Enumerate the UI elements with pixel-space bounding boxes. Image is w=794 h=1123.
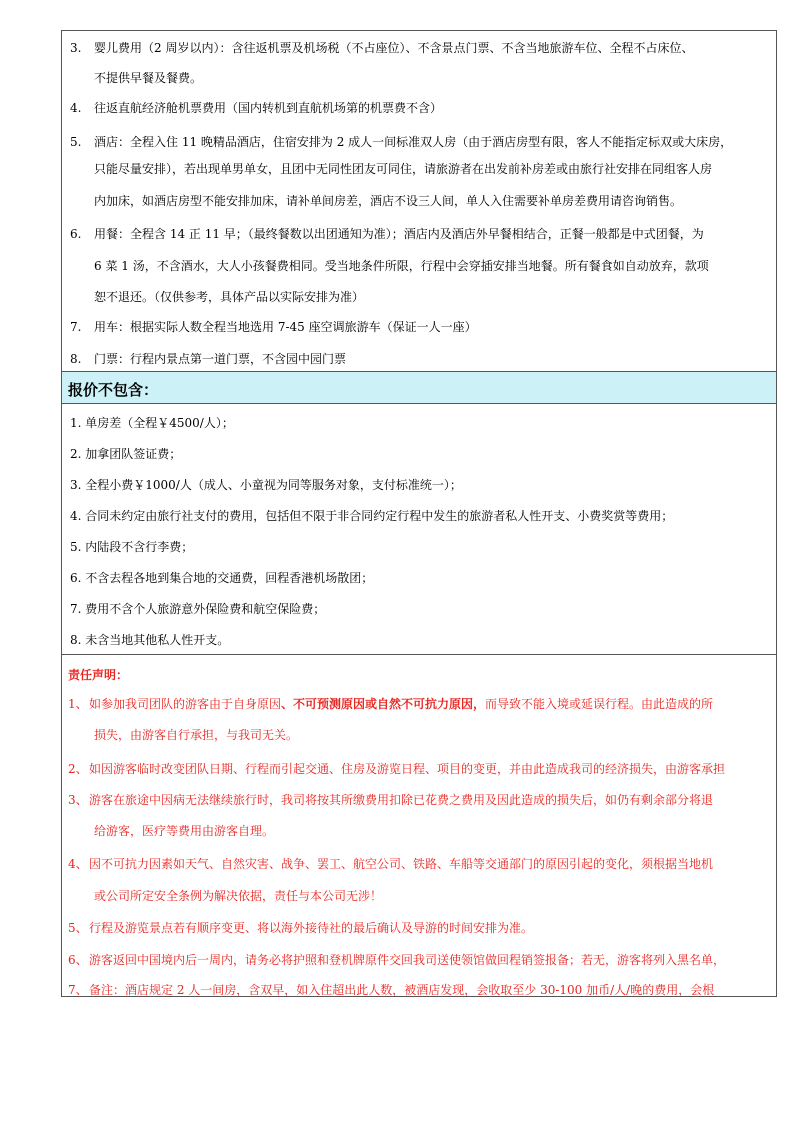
item-number: 5.: [70, 135, 82, 149]
excluded-item: 3. 全程小费￥1000/人（成人、小童视为同等服务对象，支付标准统一）；: [70, 478, 462, 492]
declaration-text-post: 而导致不能入境或延误行程。由此造成的所: [485, 697, 714, 711]
excluded-item: 4. 合同未约定由旅行社支付的费用，包括但不限于非合同约定行程中发生的旅游者私人性开支、小费奖赏等费用；: [70, 509, 674, 523]
excluded-item: 8. 未含当地其他私人性开支。: [70, 633, 230, 647]
item-number: 3.: [70, 41, 82, 55]
declaration-item-4-cont: 或公司所定安全条例为解决依据，责任与本公司无涉！: [94, 889, 383, 903]
item-text: 酒店：全程入住 11 晚精品酒店，住宿安排为 2 成人一间标准双人房（由于酒店房型有限，客人不能指定标双或大床房，: [94, 135, 733, 149]
excluded-item: 7. 费用不含个人旅游意外保险费和航空保险费；: [70, 602, 326, 616]
declaration-item-3-cont: 给游客，医疗等费用由游客自理。: [94, 824, 275, 838]
item-number: 7.: [70, 320, 82, 334]
declaration-number: 6、: [68, 953, 88, 967]
item-number: 4.: [70, 101, 82, 115]
declaration-number: 4、: [68, 857, 88, 871]
declaration-number: 1、: [68, 697, 88, 711]
declaration-section: [62, 654, 776, 997]
item-text: 用车：根据实际人数全程当地选用 7-45 座空调旅游车（保证一人一座）: [94, 320, 477, 334]
declaration-text: 备注：酒店规定 2 人一间房，含双早，如入住超出此人数，被酒店发现，会收取至少 30-100 加币/人/晚的费用，会根: [89, 983, 715, 997]
excluded-item: 1. 单房差（全程￥4500/人）；: [70, 416, 234, 430]
declaration-number: 2、: [68, 762, 88, 776]
document-frame: [61, 30, 777, 997]
declaration-number: 3、: [68, 793, 88, 807]
declaration-number: 7、: [68, 983, 88, 997]
declaration-text: 因不可抗力因素如天气、自然灾害、战争、罢工、航空公司、铁路、车船等交通部门的原因引起的变化，须根据当地机: [89, 857, 714, 871]
included-section: [62, 31, 776, 371]
item-text: 门票：行程内景点第一道门票，不含园中园门票: [94, 352, 347, 366]
item-text: 往返直航经济舱机票费用（国内转机到直航机场第的机票费不含）: [94, 101, 443, 115]
included-item-6-cont1: 6 菜 1 汤，不含酒水，大人小孩餐费相同。受当地条件所限，行程中会穿插安排当地餐。所有餐食如自动放弃，款项: [94, 259, 709, 273]
excluded-header: [62, 371, 776, 404]
item-number: 8.: [70, 352, 82, 366]
included-item-6-cont2: 恕不退还。（仅供参考，具体产品以实际安排为准）: [94, 290, 365, 304]
included-item-3-cont: 不提供早餐及餐费。: [94, 71, 203, 85]
item-text: 婴儿费用（2 周岁以内）：含往返机票及机场税（不占座位）、不含景点门票、不含当地旅游车位、全程不占床位、: [94, 41, 694, 55]
excluded-item: 6. 不含去程各地到集合地的交通费，回程香港机场散团；: [70, 571, 374, 585]
declaration-title: 责任声明：: [68, 668, 129, 682]
included-item-5-cont2: 内加床，如酒店房型不能安排加床，请补单间房差，酒店不设三人间，单人入住需要补单房差费用请咨询销售。: [94, 194, 683, 208]
included-item-5-cont1: 只能尽量安排），若出现单男单女，且团中无同性团友可同住，请旅游者在出发前补房差或由旅行社安排在同组客人房: [94, 162, 713, 176]
declaration-text-bold: 、不可预测原因或自然不可抗力原因，: [281, 697, 486, 711]
declaration-text: 如因游客临时改变团队日期、行程而引起交通、住房及游览日程、项目的变更，并由此造成我司的经济损失，由游客承担: [89, 762, 726, 776]
excluded-item: 5. 内陆段不含行李费；: [70, 540, 194, 554]
declaration-text: [89, 696, 713, 712]
declaration-text: 游客返回中国境内后一周内，请务必将护照和登机牌原件交回我司送使领馆做回程销签报备；若无，游客将列入黑名单，: [89, 953, 726, 967]
excluded-title: 报价不包含：: [68, 381, 159, 399]
item-number: 6.: [70, 227, 82, 241]
item-text: 用餐：全程含 14 正 11 早；（最终餐数以出团通知为准）；酒店内及酒店外早餐相结合，正餐一般都是中式团餐，为: [94, 227, 704, 241]
declaration-text: 游客在旅途中因病无法继续旅行时，我司将按其所缴费用扣除已花费之费用及因此造成的损失后，如仍有剩余部分将退: [89, 793, 714, 807]
declaration-text-pre: 如参加我司团队的游客由于自身原因: [89, 697, 282, 711]
declaration-number: 5、: [68, 921, 88, 935]
excluded-section: [62, 404, 776, 654]
declaration-text: 行程及游览景点若有顺序变更、将以海外接待社的最后确认及导游的时间安排为准。: [89, 921, 534, 935]
excluded-item: 2. 加拿团队签证费；: [70, 447, 182, 461]
declaration-item-1-cont: 损失，由游客自行承担，与我司无关。: [94, 728, 299, 742]
